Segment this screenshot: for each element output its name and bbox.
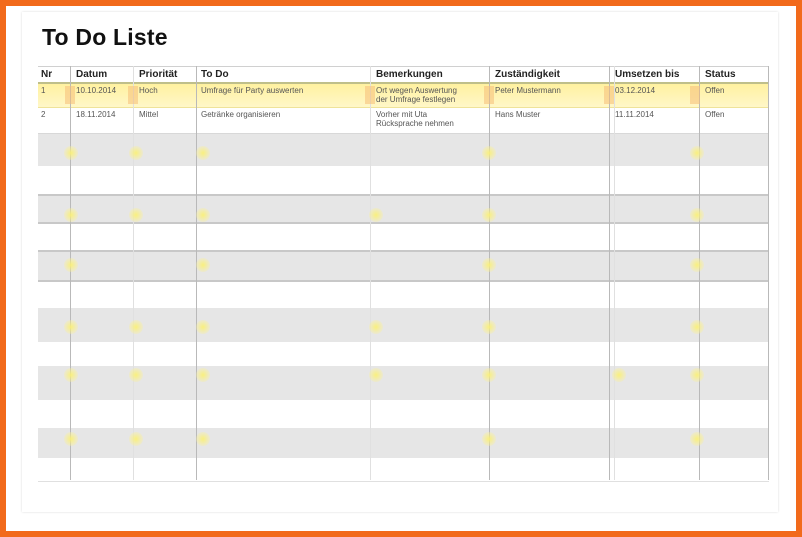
table-row [38, 250, 769, 282]
cell-marker [369, 208, 383, 222]
cell-marker [129, 368, 143, 382]
header-umsetzen: Umsetzen bis [615, 69, 680, 80]
cell-nr: 1 [41, 86, 46, 95]
cell-marker [690, 258, 704, 272]
column-divider [196, 66, 197, 480]
cell-marker [129, 432, 143, 446]
cell-marker [690, 320, 704, 334]
cell-marker [365, 86, 375, 104]
cell-zustaendigkeit: Hans Muster [495, 110, 541, 119]
cell-marker [690, 368, 704, 382]
cell-bemerkungen-line1: Vorher mit Uta [376, 110, 428, 119]
cell-marker [129, 320, 143, 334]
cell-marker [196, 432, 210, 446]
table-row [38, 166, 769, 194]
cell-status: Offen [705, 110, 725, 119]
cell-marker [482, 432, 496, 446]
cell-marker [690, 208, 704, 222]
cell-marker [482, 208, 496, 222]
cell-bemerkungen-line1: Ort wegen Auswertung [376, 86, 457, 95]
cell-datum: 18.11.2014 [76, 110, 116, 119]
table-row [38, 342, 769, 366]
cell-marker [129, 146, 143, 160]
table-header [38, 66, 769, 84]
table-row [38, 366, 769, 400]
cell-marker [369, 320, 383, 334]
cell-marker [64, 368, 78, 382]
cell-marker [64, 432, 78, 446]
cell-datum: 10.10.2014 [76, 86, 117, 95]
page-title: To Do Liste [42, 24, 168, 50]
table-row [38, 308, 769, 342]
cell-marker [690, 146, 704, 160]
table-row [38, 84, 769, 108]
cell-marker [196, 368, 210, 382]
cell-zustaendigkeit: Peter Mustermann [495, 86, 561, 95]
header-prioritaet: Priorität [139, 69, 178, 80]
cell-bemerkungen-line2: der Umfrage festlegen [376, 95, 456, 104]
cell-marker [482, 146, 496, 160]
cell-marker [196, 320, 210, 334]
cell-prioritaet: Mittel [139, 110, 159, 119]
cell-todo: Getränke organisieren [201, 110, 281, 119]
todo-table [38, 66, 769, 482]
cell-marker [65, 86, 75, 104]
header-zustaendigkeit: Zuständigkeit [495, 69, 561, 80]
table-row [38, 224, 769, 250]
table-row [38, 194, 769, 224]
table-row [38, 458, 769, 482]
column-divider [699, 66, 700, 480]
table-row [38, 428, 769, 458]
cell-status: Offen [705, 86, 725, 95]
cell-marker [482, 368, 496, 382]
cell-marker [64, 208, 78, 222]
cell-marker [482, 258, 496, 272]
cell-marker [612, 368, 626, 382]
column-divider [70, 66, 71, 480]
cell-marker [129, 208, 143, 222]
cell-prioritaet: Hoch [139, 86, 158, 95]
table-row [38, 282, 769, 308]
cell-umsetzen: 11.11.2014 [615, 110, 654, 119]
cell-marker [484, 86, 494, 104]
cell-marker [604, 86, 614, 104]
header-nr: Nr [41, 69, 53, 80]
header-status: Status [705, 69, 736, 80]
header-todo: To Do [201, 69, 229, 80]
cell-nr: 2 [41, 110, 46, 119]
table-row [38, 134, 769, 166]
header-datum: Datum [76, 69, 108, 80]
cell-marker [128, 86, 138, 104]
cell-marker [690, 432, 704, 446]
column-divider [609, 66, 610, 480]
header-bemerkungen: Bemerkungen [376, 69, 443, 80]
cell-todo: Umfrage für Party auswerten [201, 86, 304, 95]
cell-marker [64, 146, 78, 160]
cell-marker [690, 86, 700, 104]
column-divider [133, 66, 134, 480]
column-divider [370, 66, 371, 480]
cell-marker [196, 208, 210, 222]
column-divider [489, 66, 490, 480]
table-row [38, 108, 769, 134]
cell-bemerkungen-line2: Rücksprache nehmen [376, 119, 454, 128]
cell-marker [196, 146, 210, 160]
table-row [38, 400, 769, 428]
cell-marker [64, 320, 78, 334]
column-divider [768, 66, 769, 480]
column-divider [614, 66, 615, 480]
cell-marker [196, 258, 210, 272]
cell-marker [482, 320, 496, 334]
cell-umsetzen: 03.12.2014 [615, 86, 656, 95]
cell-marker [64, 258, 78, 272]
cell-marker [369, 368, 383, 382]
